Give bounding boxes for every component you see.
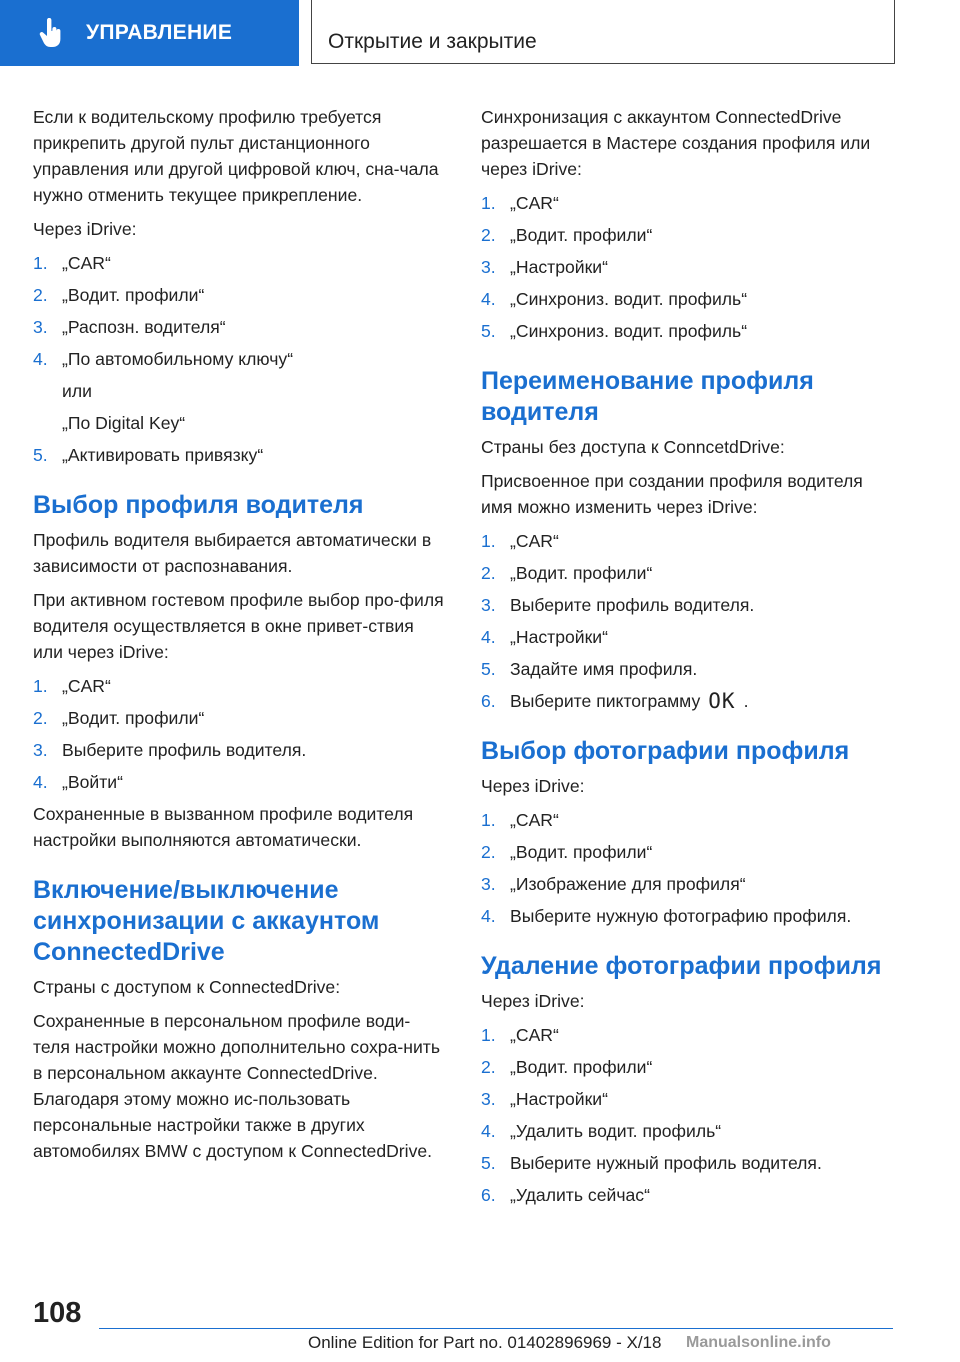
list-item: 5. Выберите нужный профиль водителя. xyxy=(481,1153,822,1173)
left-column xyxy=(33,104,445,1172)
list-item: 1. „CAR“ xyxy=(33,253,111,273)
paragraph: Страны без доступа к ConncetdDrive: xyxy=(481,437,785,457)
list-item: 2. „Водит. профили“ xyxy=(481,563,653,583)
list-item: 3. „Распозн. водителя“ xyxy=(33,317,226,337)
list-item: 4. „По автомобильному ключу“ или „По Digital Key“ xyxy=(33,346,445,436)
list-item: 4. „Настройки“ xyxy=(481,627,608,647)
list-item: 1. „CAR“ xyxy=(481,193,559,213)
via-idrive-label: Через iDrive: xyxy=(481,991,585,1011)
footer-edition: Online Edition for Part no. 01402896969 - X/18 xyxy=(308,1333,662,1352)
photo-steps-list xyxy=(481,807,893,929)
list-item: 4. Выберите нужную фотографию профиля. xyxy=(481,906,852,926)
list-item: 6. „Удалить сейчас“ xyxy=(481,1185,650,1205)
sync-steps-list xyxy=(481,190,893,344)
list-item: 6. Выберите пиктограмму OK . xyxy=(481,689,749,713)
sync-intro-paragraph: Синхронизация с аккаунтом ConnectedDrive разрешается в Мастере создания профиля или через iDrive: xyxy=(481,107,871,179)
list-item: 2. „Водит. профили“ xyxy=(481,1057,653,1077)
heading-select-photo: Выбор фотографии профиля xyxy=(481,737,850,765)
list-item: 4. „Войти“ xyxy=(33,772,123,792)
list-item: 3. „Изображение для профиля“ xyxy=(481,874,746,894)
list-item: 2. „Водит. профили“ xyxy=(481,225,653,245)
list-item: 3. „Настройки“ xyxy=(481,1089,608,1109)
list-item: 5. Задайте имя профиля. xyxy=(481,659,698,679)
heading-sync: Включение/выключение синхронизации с аккаунтом ConnectedDrive xyxy=(33,876,380,966)
paragraph: Сохраненные в персональном профиле води-теля настройки можно дополнительно сохра-нить в персональном аккаунте ConnectedDrive. Благодаря этому можно ис-пользовать персональные настройки также в других автомобилях BMW с доступом к ConnectedDrive. xyxy=(33,1011,440,1161)
list-item: 1. „CAR“ xyxy=(481,810,559,830)
heading-select-profile: Выбор профиля водителя xyxy=(33,491,364,519)
delete-steps-list xyxy=(481,1022,893,1208)
alt-option: „По Digital Key“ xyxy=(62,413,186,433)
paragraph: Страны с доступом к ConnectedDrive: xyxy=(33,977,341,997)
list-item: 2. „Водит. профили“ xyxy=(33,285,205,305)
paragraph: Профиль водителя выбирается автоматически в зависимости от распознавания. xyxy=(33,530,432,576)
paragraph: Присвоенное при создании профиля водителя имя можно изменить через iDrive: xyxy=(481,471,863,517)
list-item: 4. „Удалить водит. профиль“ xyxy=(481,1121,722,1141)
list-item: 1. „CAR“ xyxy=(481,531,559,551)
footer-divider xyxy=(99,1328,893,1329)
paragraph: Сохраненные в вызванном профиле водителя настройки выполняются автоматически. xyxy=(33,804,414,850)
rename-steps-list xyxy=(481,528,893,714)
paragraph: При активном гостевом профиле выбор про-филя водителя осуществляется в окне привет-ствия или через iDrive: xyxy=(33,590,444,662)
ok-icon: OK xyxy=(708,689,736,713)
page-number: 108 xyxy=(33,1297,82,1329)
list-item: 1. „CAR“ xyxy=(481,1025,559,1045)
heading-rename-profile: Переименование профиля водителя xyxy=(481,367,814,426)
list-item: 3. Выберите профиль водителя. xyxy=(481,595,755,615)
list-item: 4. „Синхрониз. водит. профиль“ xyxy=(481,289,748,309)
intro-paragraph: Если к водительскому профилю требуется прикрепить другой пульт дистанционного управления или другой цифровой ключ, сна-чала нужно отменить текущее прикрепление. xyxy=(33,107,439,205)
list-item: 3. „Настройки“ xyxy=(481,257,608,277)
page-title: Открытие и закрытие xyxy=(311,0,895,64)
section-tab[interactable] xyxy=(0,0,299,66)
via-idrive-label: Через iDrive: xyxy=(481,776,585,796)
right-column xyxy=(481,104,893,1214)
heading-delete-photo: Удаление фотографии профиля xyxy=(481,952,882,980)
touch-hand-icon xyxy=(38,18,68,48)
list-item: 5. „Синхрониз. водит. профиль“ xyxy=(481,321,748,341)
list-item: 2. „Водит. профили“ xyxy=(33,708,205,728)
or-label: или xyxy=(62,381,92,401)
list-item: 5. „Активировать привязку“ xyxy=(33,445,264,465)
list-item: 3. Выберите профиль водителя. xyxy=(33,740,307,760)
attach-steps-list xyxy=(33,250,445,468)
watermark: Manualsonline.info xyxy=(686,1334,831,1351)
section-tab-label: УПРАВЛЕНИЕ xyxy=(86,21,233,44)
select-steps-list xyxy=(33,673,445,795)
list-item: 1. „CAR“ xyxy=(33,676,111,696)
via-idrive-label: Через iDrive: xyxy=(33,219,137,239)
list-item: 2. „Водит. профили“ xyxy=(481,842,653,862)
